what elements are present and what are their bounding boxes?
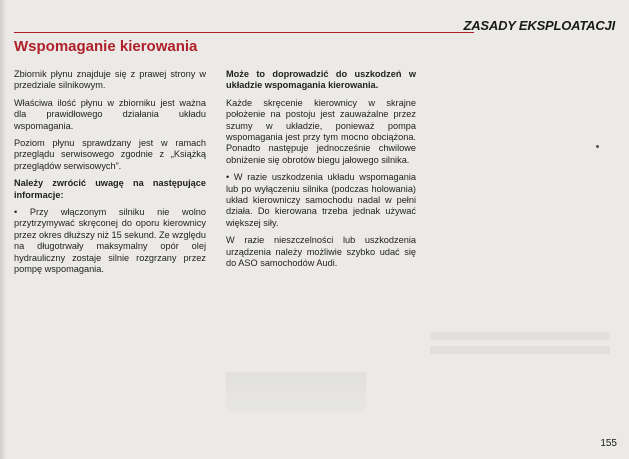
page-edge-shadow: [0, 0, 6, 459]
page-number: 155: [600, 438, 617, 449]
notice-heading: Należy zwrócić uwagę na następujące informacje:: [14, 178, 206, 200]
paragraph-reservoir: Zbiornik płynu znajduje się z prawej strony w przedziale silnikowym.: [14, 69, 206, 91]
bleed-through-line: [430, 346, 610, 354]
paragraph-fluid-check: Poziom płynu sprawdzany jest w ramach przeglądu serwisowego zgodnie z „Książką przeglądów serwisowych”.: [14, 138, 206, 171]
bleed-through-block: [226, 372, 366, 412]
bleed-through-line: [430, 332, 610, 340]
right-column: [226, 69, 416, 276]
paragraph-noise: Każde skręcenie kierownicy w skrajne położenie na postoju jest zauważalne przez szumy w układzie, ponieważ pompa wspomagania jest przy tym mocno obciążona. Ponadto następuje jednocześnie chwilowe obniżenie się obrotów biegu jałowego silnika.: [226, 97, 416, 165]
paragraph-service: W razie nieszczelności lub uszkodzenia urządzenia należy możliwie szybko udać się do ASO samochodów Audi.: [226, 235, 416, 269]
paragraph-failure: • W razie uszkodzenia układu wspomagania lub po wyłączeniu silnika (podczas holowania) układ kierowniczy samochodu nadal w pełni działa. Do kierowana trzeba jednak używać większej siły.: [226, 172, 416, 228]
header-rule: [14, 32, 474, 33]
damage-warning-heading: Może to doprowadzić do uszkodzeń w układzie wspomagania kierowania.: [226, 69, 416, 91]
page-title: Wspomaganie kierowania: [14, 38, 198, 55]
print-speck: [596, 145, 599, 148]
left-column: [14, 69, 206, 282]
paragraph-fluid-amount: Właściwa ilość płynu w zbiorniku jest ważna dla prawidłowego działania układu wspomagania.: [14, 97, 206, 131]
paragraph-steering-hold: • Przy włączonym silniku nie wolno przytrzymywać skręconej do oporu kierownicy przez okres dłuższy niż 15 sekund. Ze względu na długotrwały maksymalny opór olej hydrauliczny zostaje silnie rozgrzany przez pompę wspomagania.: [14, 207, 207, 275]
section-header: ZASADY EKSPLOATACJI: [463, 18, 615, 33]
